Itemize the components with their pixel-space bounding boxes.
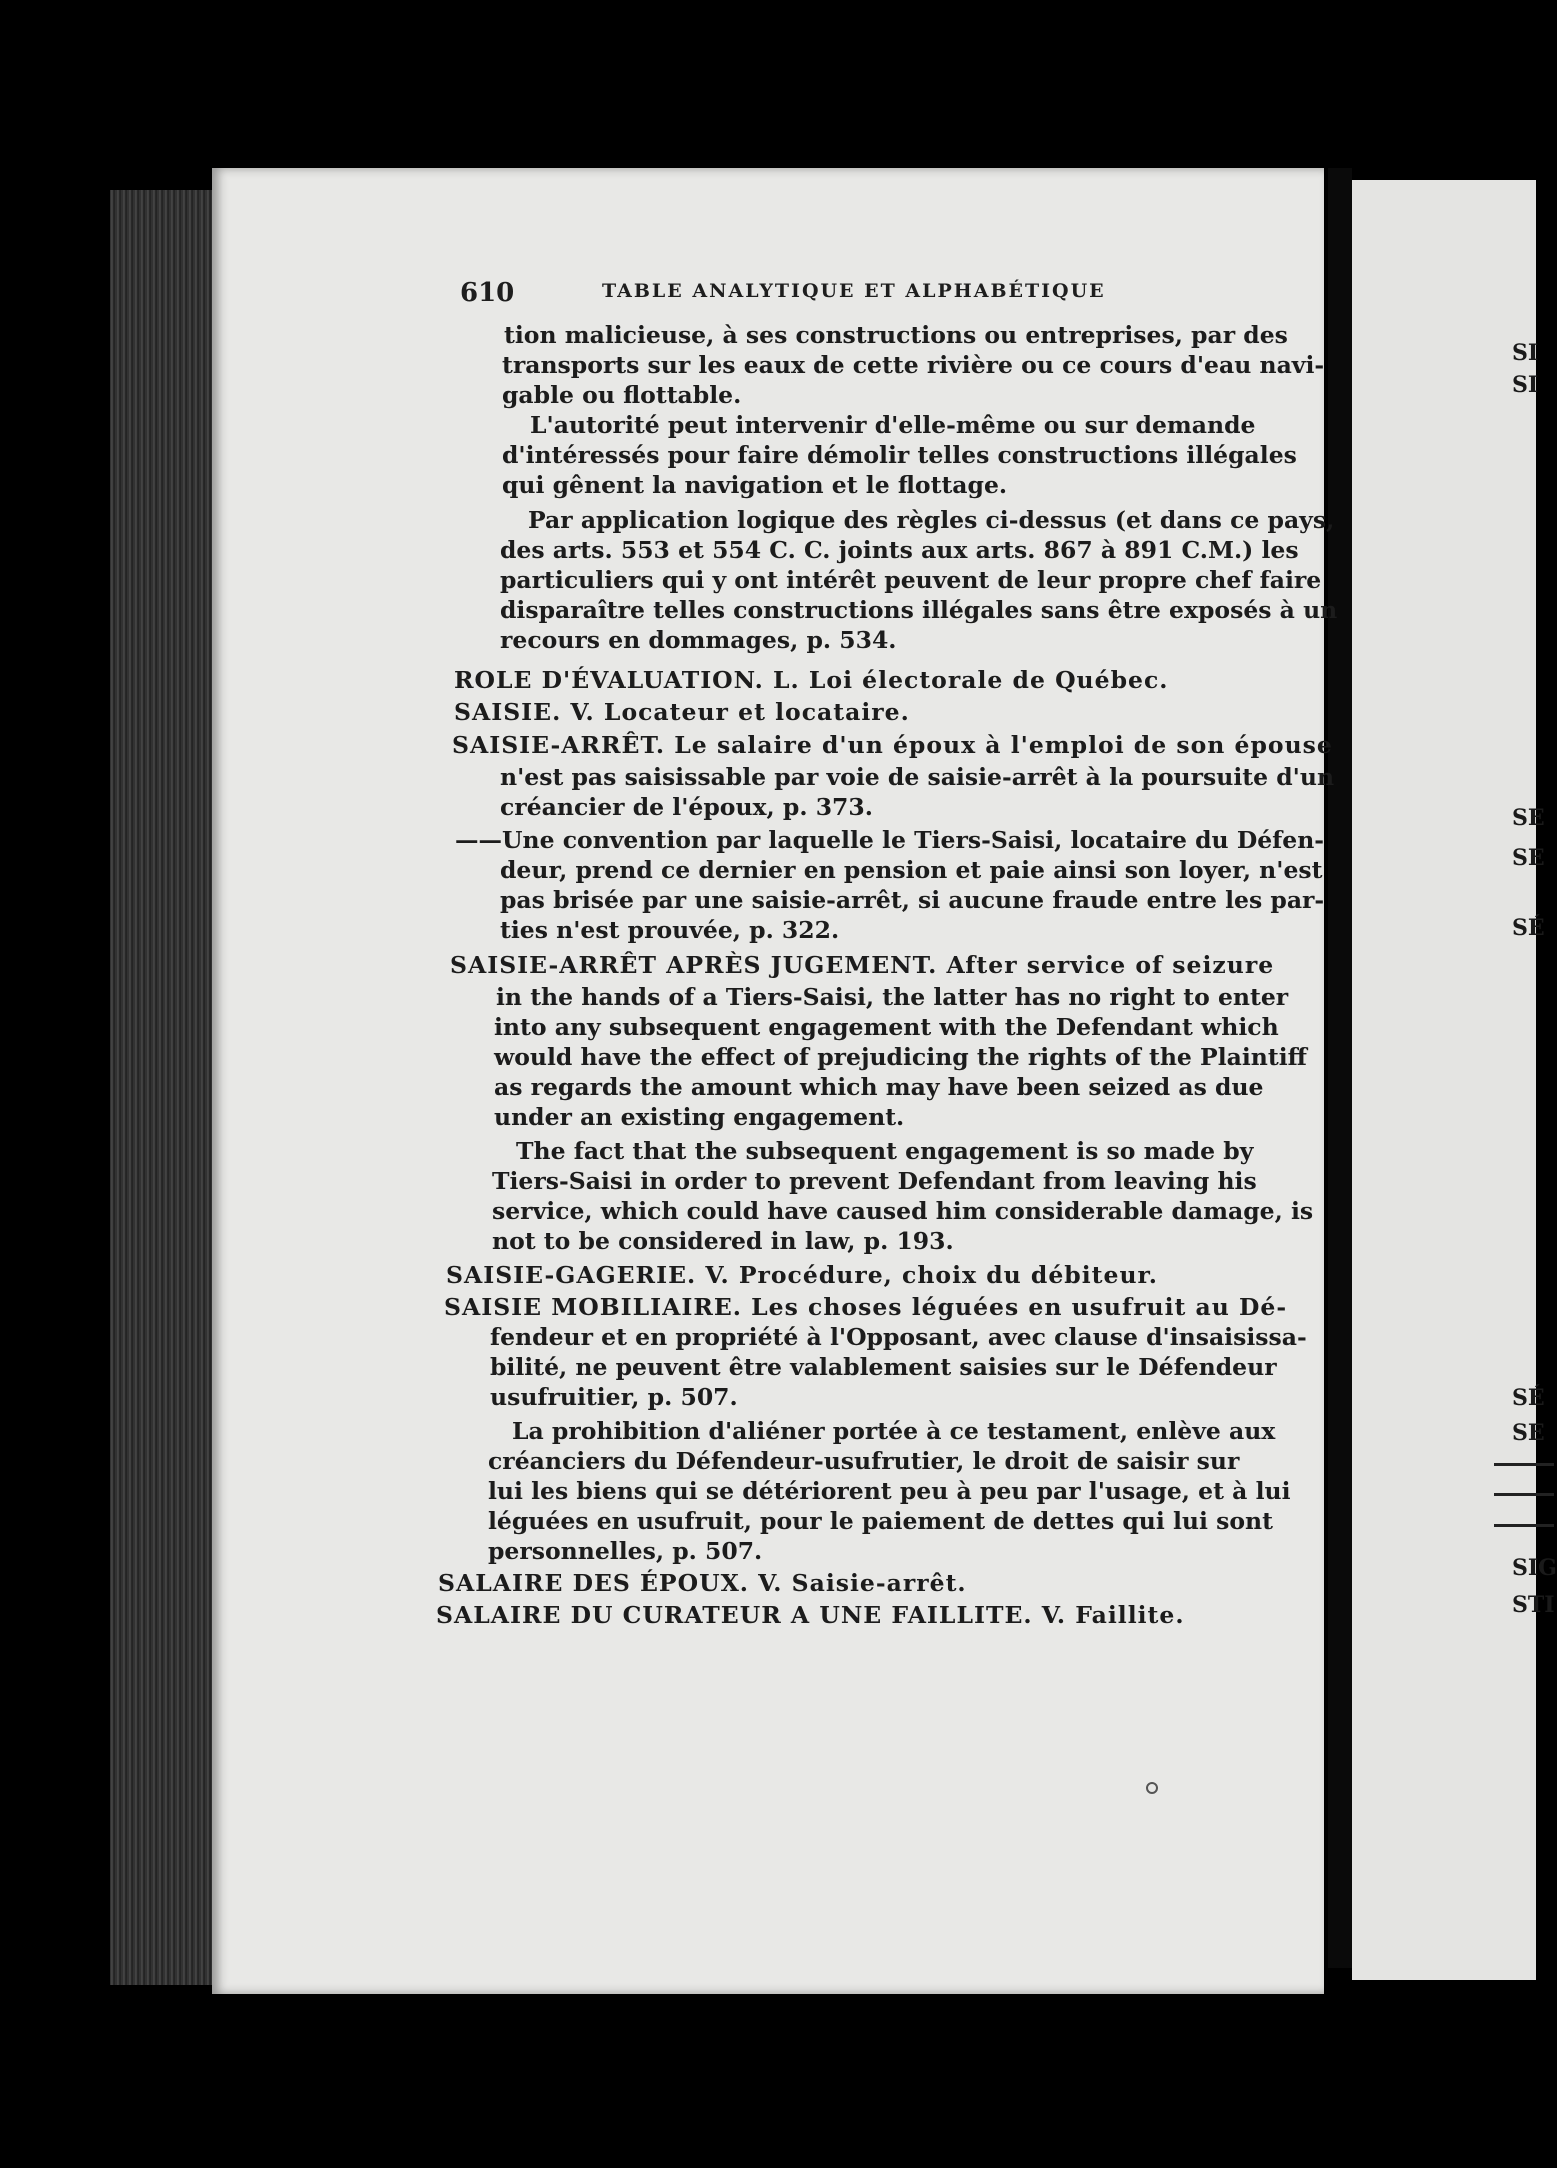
text-line: fendeur et en propriété à l'Opposant, avec clause d'insaisissa- (490, 1323, 1307, 1351)
right-page-dash (1494, 1524, 1554, 1527)
text-line: ——Une convention par laquelle le Tiers-Saisi, locataire du Défen- (455, 826, 1325, 854)
right-page-text: SE (1512, 845, 1545, 871)
text-line: n'est pas saisissable par voie de saisie-arrêt à la poursuite d'un (500, 763, 1335, 791)
index-entry: SAISIE-ARRÊT. Le salaire d'un époux à l'emploi de son épouse (452, 731, 1333, 759)
right-page-fragment (1352, 180, 1557, 1980)
text-line: usufruitier, p. 507. (490, 1383, 738, 1411)
text-line: under an existing engagement. (494, 1103, 905, 1131)
text-line: personnelles, p. 507. (488, 1537, 763, 1565)
text-line: bilité, ne peuvent être valablement saisies sur le Défendeur (490, 1353, 1277, 1381)
index-entry: ROLE D'ÉVALUATION. L. Loi électorale de Québec. (454, 666, 1169, 694)
text-line: not to be considered in law, p. 193. (492, 1227, 954, 1255)
index-entry: SAISIE MOBILIAIRE. Les choses léguées en usufruit au Dé- (444, 1293, 1288, 1321)
text-line: into any subsequent engagement with the Defendant which (494, 1013, 1279, 1041)
right-page-text: SI (1512, 372, 1539, 398)
right-page-text: SÉ (1512, 1385, 1545, 1411)
text-line: as regards the amount which may have been seized as due (494, 1073, 1264, 1101)
text-line: L'autorité peut intervenir d'elle-même ou sur demande (530, 411, 1256, 439)
right-page-text: SÉ (1512, 915, 1545, 941)
right-page-text: SE (1512, 805, 1545, 831)
text-line: d'intéressés pour faire démolir telles constructions illégales (502, 441, 1297, 469)
text-line: lui les biens qui se détériorent peu à peu par l'usage, et à lui (488, 1477, 1291, 1505)
text-line: in the hands of a Tiers-Saisi, the latter has no right to enter (496, 983, 1289, 1011)
text-line: would have the effect of prejudicing the rights of the Plaintiff (494, 1043, 1307, 1071)
text-line: service, which could have caused him considerable damage, is (492, 1197, 1314, 1225)
text-line: créanciers du Défendeur-usufrutier, le droit de saisir sur (488, 1447, 1240, 1475)
text-line: deur, prend ce dernier en pension et paie ainsi son loyer, n'est (500, 856, 1323, 884)
text-line: Tiers-Saisi in order to prevent Defendant from leaving his (492, 1167, 1257, 1195)
paper-speck (1146, 1782, 1158, 1794)
right-page-text: STI (1512, 1592, 1555, 1618)
text-line: The fact that the subsequent engagement is so made by (516, 1137, 1254, 1165)
text-line: gable ou flottable. (502, 381, 742, 409)
text-line: des arts. 553 et 554 C. C. joints aux arts. 867 à 891 C.M.) les (500, 536, 1299, 564)
index-entry: SALAIRE DES ÉPOUX. V. Saisie-arrêt. (438, 1569, 967, 1597)
text-line: léguées en usufruit, pour le paiement de dettes qui lui sont (488, 1507, 1273, 1535)
text-line: tion malicieuse, à ses constructions ou entreprises, par des (504, 321, 1288, 349)
right-page-dash (1494, 1463, 1554, 1466)
right-page-dash (1494, 1493, 1554, 1496)
right-page-text: SIG (1512, 1555, 1557, 1581)
right-page-text: SE (1512, 1420, 1545, 1446)
text-line: particuliers qui y ont intérêt peuvent de leur propre chef faire (500, 566, 1322, 594)
text-line: transports sur les eaux de cette rivière ou ce cours d'eau navi- (502, 351, 1325, 379)
index-entry: SAISIE. V. Locateur et locataire. (454, 698, 910, 726)
text-line: qui gênent la navigation et le flottage. (502, 471, 1008, 499)
text-line: recours en dommages, p. 534. (500, 626, 897, 654)
page-gutter (1328, 168, 1352, 1968)
right-page-text: SI (1512, 340, 1539, 366)
text-line: créancier de l'époux, p. 373. (500, 793, 873, 821)
index-entry: SAISIE-ARRÊT APRÈS JUGEMENT. After service of seizure (450, 951, 1275, 979)
text-line: La prohibition d'aliéner portée à ce testament, enlève aux (512, 1417, 1276, 1445)
index-entry: SALAIRE DU CURATEUR A UNE FAILLITE. V. Faillite. (436, 1601, 1185, 1629)
index-entry: SAISIE-GAGERIE. V. Procédure, choix du débiteur. (446, 1261, 1158, 1289)
text-line: ties n'est prouvée, p. 322. (500, 916, 840, 944)
text-line: Par application logique des règles ci-dessus (et dans ce pays, (528, 506, 1335, 534)
text-line: pas brisée par une saisie-arrêt, si aucune fraude entre les par- (500, 886, 1325, 914)
running-title: TABLE ANALYTIQUE ET ALPHABÉTIQUE (602, 280, 1106, 302)
page-number: 610 (460, 278, 515, 308)
text-line: disparaître telles constructions illégales sans être exposés à un (500, 596, 1338, 624)
book-fore-edge (110, 190, 215, 1985)
